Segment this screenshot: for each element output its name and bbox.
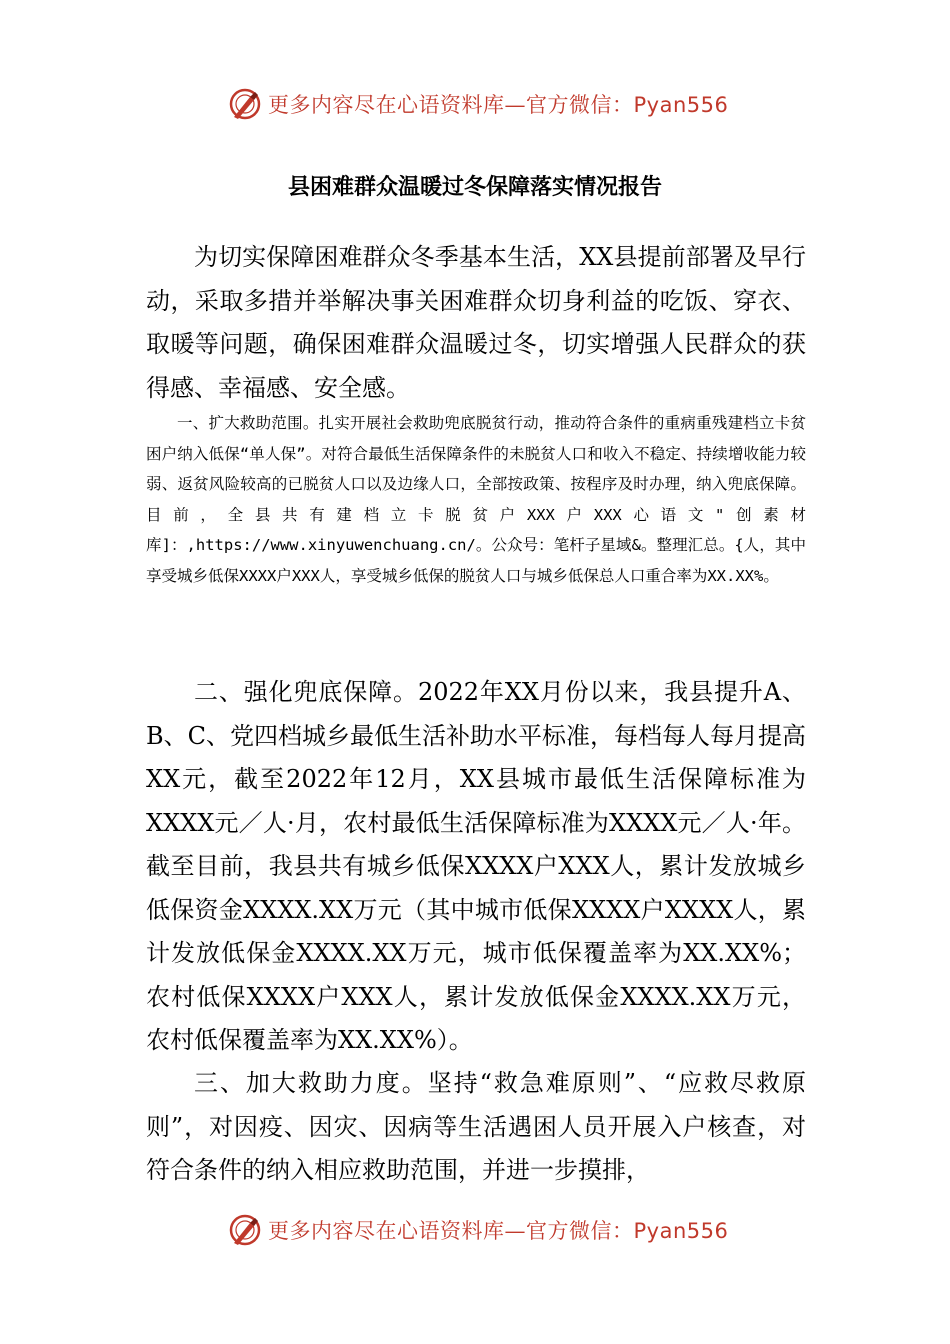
pen-logo-icon bbox=[228, 1213, 262, 1247]
banner-wechat-id: Pyan556 bbox=[633, 93, 729, 117]
banner-text-cn: 更多内容尽在心语资料库—官方微信： bbox=[268, 93, 634, 117]
footer-banner[interactable] bbox=[228, 1212, 728, 1248]
paragraph-section-1: 一、扩大救助范围。扎实开展社会救助兜底脱贫行动，推动符合条件的重病重残建档立卡贫困户纳入低保“单人保”。对符合最低生活保障条件的未脱贫人口和收入不稳定、持续增收能力较弱、返贫风险较高的已脱贫人口以及边缘人口，全部按政策、按程序及时办理，纳入兜底保障。目前，全县共有建档立卡脱贫户XXX户XXX心语文"创素材库]：,https://www.xinyuwenchuang.cn/。公众号：笔杆子星域&。整理汇总。{人，其中享受城乡低保XXXX户XXX人，享受城乡低保的脱贫人口与城乡低保总人口重合率为XX.XX%。 bbox=[146, 414, 806, 585]
paragraph-intro: 为切实保障困难群众冬季基本生活，XX县提前部署及早行动，采取多措并举解决事关困难群众切身利益的吃饭、穿衣、取暖等问题，确保困难群众温暖过冬，切实增强人民群众的获得感、幸福感、安全感。 bbox=[146, 243, 806, 402]
banner-wechat-id: Pyan556 bbox=[633, 1219, 729, 1243]
document-title: 县困难群众温暖过冬保障落实情况报告 bbox=[287, 174, 662, 200]
banner-text-cn: 更多内容尽在心语资料库—官方微信： bbox=[268, 1219, 634, 1243]
banner-text bbox=[268, 89, 728, 119]
banner-text bbox=[268, 1215, 728, 1245]
header-banner[interactable] bbox=[228, 86, 728, 122]
pen-logo-icon bbox=[228, 87, 262, 121]
paragraph-section-2: 二、强化兜底保障。2022年XX月份以来，我县提升A、B、C、党四档城乡最低生活补助水平标准，每档每人每月提高XX元，截至2022年12月，XX县城市最低生活保障标准为XXXX元／人·月，农村最低生活保障标准为XXXX元／人·年。截至目前，我县共有城乡低保XXXX户XXX人，累计发放城乡低保资金XXXX.XX万元（其中城市低保XXXX户XXXX人，累计发放低保金XXXX.XX万元，城市低保覆盖率为XX.XX%；农村低保XXXX户XXX人，累计发放低保金XXXX.XX万元，农村低保覆盖率为XX.XX%）。 bbox=[146, 678, 806, 1054]
paragraph-section-3: 三、加大救助力度。坚持“救急难原则”、“应救尽救原则”，对因疫、因灾、因病等生活遇困人员开展入户核查，对符合条件的纳入相应救助范围，并进一步摸排， bbox=[146, 1069, 806, 1184]
